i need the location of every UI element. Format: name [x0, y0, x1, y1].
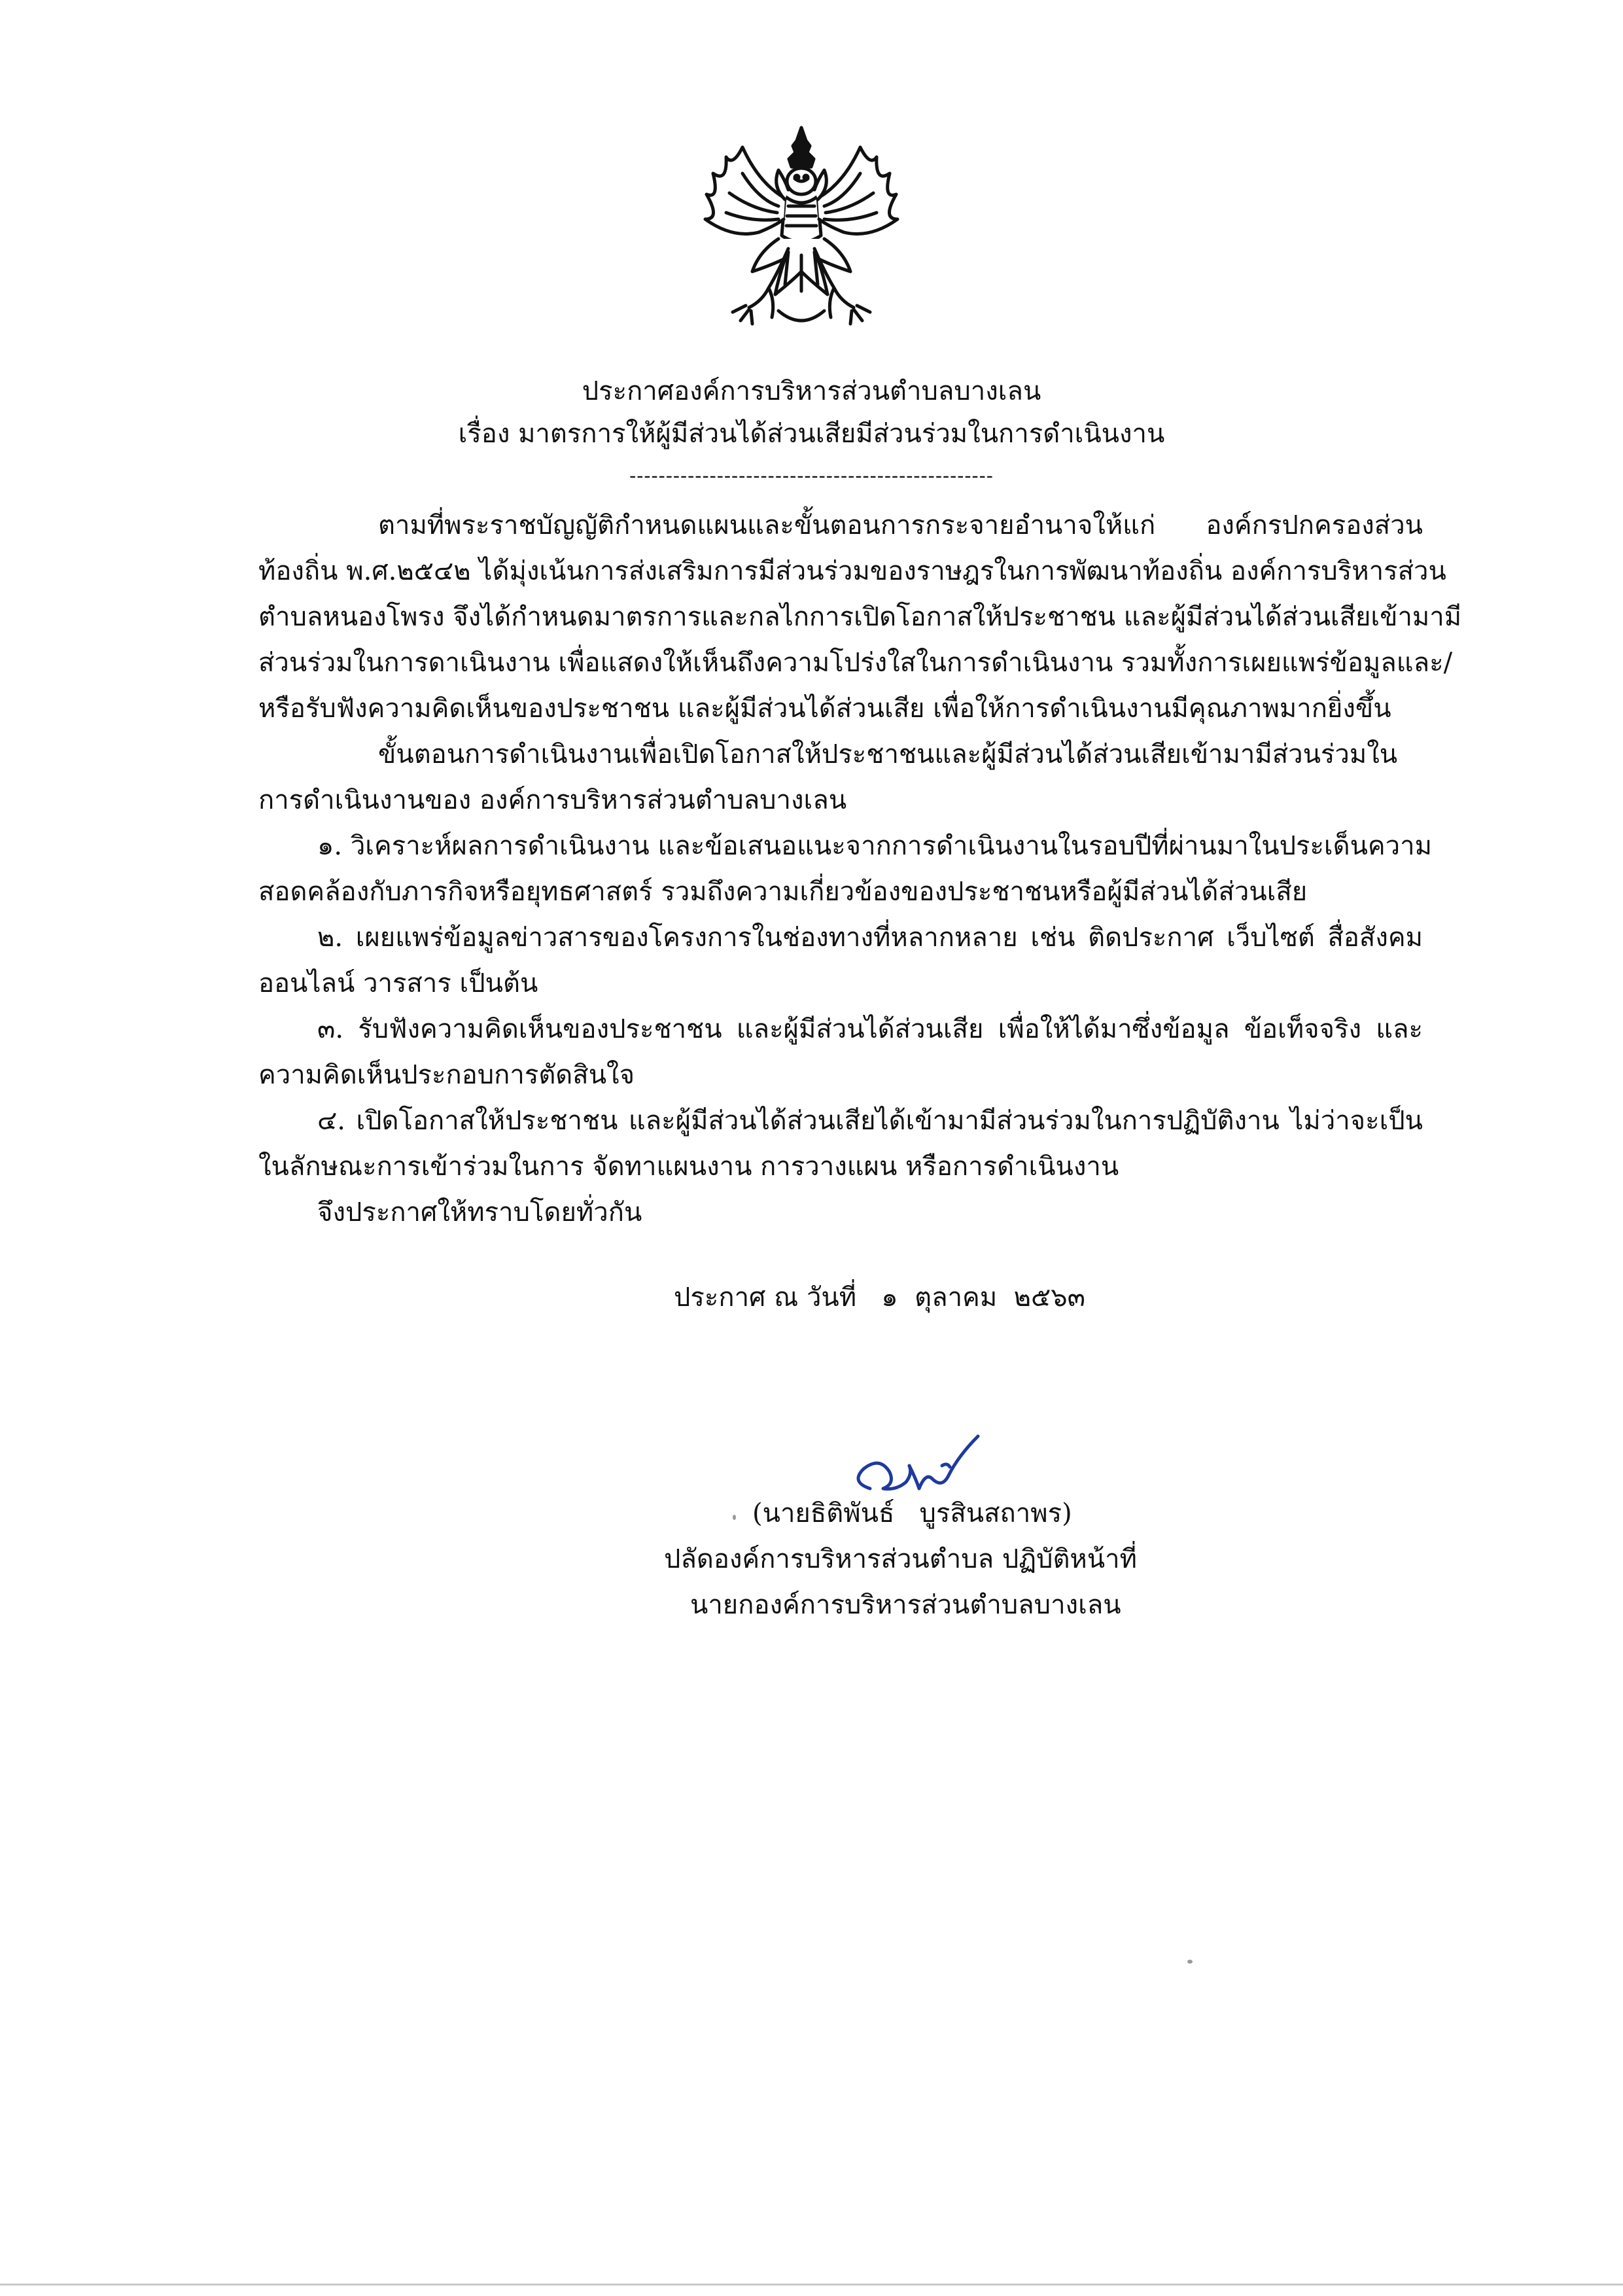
para1-line-1: ตามที่พระราชบัญญัติกำหนดแผนและขั้นตอนการกระจายอำนาจให้แก่ องค์กรปกครองส่วน — [378, 510, 1423, 540]
item3-line-2: ความคิดเห็นประกอบการตัดสินใจ — [258, 1060, 635, 1090]
para1-line-4: ส่วนร่วมในการดาเนินงาน เพื่อแสดงให้เห็นถึงความโปร่งใสในการดำเนินงาน รวมทั้งการเผยแพร่ข้อมูลและ/ — [258, 648, 1453, 678]
scan-speck — [1187, 1960, 1193, 1964]
item1-line-2: สอดคล้องกับภารกิจหรือยุทธศาสตร์ รวมถึงความเกี่ยวข้องของประชาชนหรือผู้มีส่วนได้ส่วนเสีย — [258, 877, 1308, 907]
scan-speck — [733, 1515, 736, 1520]
garuda-emblem-icon — [680, 121, 922, 337]
signatory-name: (นายธิติพันธ์ บูรสินสถาพร) — [752, 1498, 1072, 1528]
item1-line-1: ๑. วิเคราะห์ผลการดำเนินงาน และข้อเสนอแนะจากการดำเนินงานในรอบปีที่ผ่านมาในประเด็นความ — [317, 831, 1432, 861]
announcement-title: ประกาศองค์การบริหารส่วนตำบลบางเลน — [582, 376, 1041, 406]
para1-line-3: ตำบลหนองโพรง จึงได้กำหนดมาตรการและกลไกการเปิดโอกาสให้ประชาชน และผู้มีส่วนได้ส่วนเสียเข้ามามี — [258, 602, 1462, 632]
para1-line-5: หรือรับฟังความคิดเห็นของประชาชน และผู้มีส่วนได้ส่วนเสีย เพื่อให้การดำเนินงานมีคุณภาพมากยิ่งขึ้น — [258, 694, 1391, 724]
announcement-subject: เรื่อง มาตรการให้ผู้มีส่วนได้ส่วนเสียมีส่วนร่วมในการดำเนินงาน — [458, 419, 1165, 449]
signatory-position-line-2: นายกองค์การบริหารส่วนตำบลบางเลน — [690, 1590, 1121, 1620]
para2-line-2: การดำเนินงานของ องค์การบริหารส่วนตำบลบางเลน — [258, 785, 847, 815]
item2-line-2: ออนไลน์ วารสาร เป็นต้น — [258, 968, 538, 998]
para2-line-1: ขั้นตอนการดำเนินงานเพื่อเปิดโอกาสให้ประชาชนและผู้มีส่วนได้ส่วนเสียเข้ามามีส่วนร่วมใน — [378, 739, 1398, 769]
announcement-date: ประกาศ ณ วันที่ ๑ ตุลาคม ๒๕๖๓ — [674, 1282, 1085, 1313]
item4-line-1: ๔. เปิดโอกาสให้ประชาชน และผู้มีส่วนได้ส่วนเสียได้เข้ามามีส่วนร่วมในการปฏิบัติงาน ไม่ว่าจะเป็น — [317, 1106, 1423, 1136]
item3-line-1: ๓. รับฟังความคิดเห็นของประชาชน และผู้มีส่วนได้ส่วนเสีย เพื่อให้ได้มาซึ่งข้อมูล ข้อเท็จจริง และ — [317, 1014, 1423, 1044]
para1-line-2: ท้องถิ่น พ.ศ.๒๕๔๒ ได้มุ่งเน้นการส่งเสริมการมีส่วนร่วมของราษฎรในการพัฒนาท้องถิ่น องค์การบริหารส่วน — [258, 556, 1446, 586]
scan-bottom-edge — [0, 2284, 1623, 2286]
closing-statement: จึงประกาศให้ทราบโดยทั่วกัน — [317, 1197, 642, 1227]
item4-line-2: ในลักษณะการเข้าร่วมในการ จัดทาแผนงาน การวางแผน หรือการดำเนินงาน — [258, 1152, 1119, 1182]
signatory-position-line-1: ปลัดองค์การบริหารส่วนตำบล ปฏิบัติหน้าที่ — [664, 1544, 1137, 1574]
item2-line-1: ๒. เผยแพร่ข้อมูลข่าวสารของโครงการในช่องทางที่หลากหลาย เช่น ติดประกาศ เว็บไซต์ สื่อสังคม — [317, 923, 1423, 953]
header-separator: -------------------------------------------------- — [629, 465, 994, 487]
